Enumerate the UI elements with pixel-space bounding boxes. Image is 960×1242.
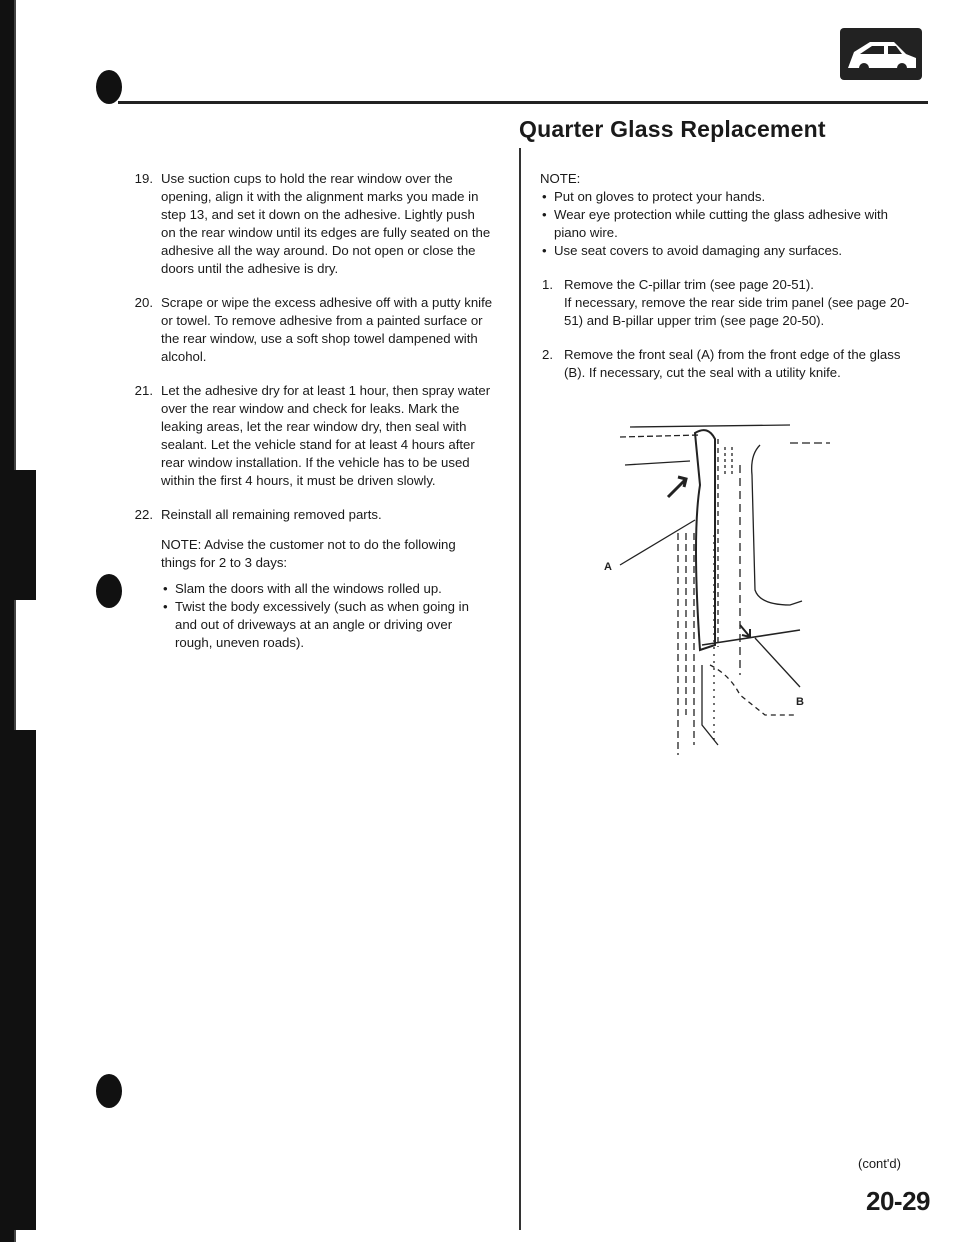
step-text: Remove the C-pillar trim (see page 20-51). <box>564 277 814 292</box>
left-column <box>123 170 493 668</box>
leader-b <box>755 638 800 687</box>
glass-mark <box>725 447 732 475</box>
header-rule <box>118 101 928 104</box>
arrow-b-icon <box>740 625 750 637</box>
roof-edge <box>625 461 690 465</box>
binder-hole <box>96 1074 122 1108</box>
step-text: Remove the front seal (A) from the front edge of the glass (B). If necessary, cut the seal with a utility knife. <box>564 347 901 380</box>
list-item: • Put on gloves to protect your hands. <box>540 188 915 206</box>
caution-list <box>161 580 493 652</box>
page-title: Quarter Glass Replacement <box>519 116 826 142</box>
step-20 <box>123 294 493 366</box>
binder-tab <box>14 470 36 600</box>
step-number: 1. <box>542 277 553 292</box>
quarter-glass-diagram <box>590 415 840 755</box>
front-seal <box>695 430 715 650</box>
list-item: • Slam the doors with all the windows rolled up. <box>161 580 493 598</box>
step-22 <box>123 506 493 652</box>
page-number: 20-29 <box>866 1186 930 1216</box>
step-number: 21. <box>134 383 153 398</box>
step-number: 22. <box>134 507 153 522</box>
binder-hole <box>96 574 122 608</box>
binder-tab <box>14 730 36 1230</box>
step-19 <box>123 170 493 278</box>
step-21 <box>123 382 493 490</box>
lower-pillar <box>702 665 718 745</box>
binding-edge <box>0 0 14 1242</box>
step-number: 20. <box>134 295 153 310</box>
step-text-detail: If necessary, remove the rear side trim panel (see page 20-51) and B-pillar upper trim (see page 20-50). <box>564 295 909 328</box>
continued-label: (cont'd) <box>858 1156 901 1171</box>
list-item: • Twist the body excessively (such as when going in and out of driveways at an angle or driving over rough, uneven roads). <box>161 598 493 652</box>
label-a: A <box>604 561 612 573</box>
quarter-glass-outline <box>752 445 802 605</box>
step-text: Reinstall all remaining removed parts. <box>161 507 382 522</box>
right-column <box>540 170 915 382</box>
column-divider <box>519 148 521 1230</box>
note-label: NOTE: <box>540 171 581 186</box>
step-body <box>161 506 493 652</box>
list-item: • Use seat covers to avoid damaging any surfaces. <box>540 242 915 260</box>
lower-outline <box>710 665 795 715</box>
roof-line-dashed <box>620 435 700 437</box>
roof-line <box>630 425 790 427</box>
step-note: NOTE: Advise the customer not to do the following things for 2 to 3 days: <box>161 537 456 570</box>
car-body-icon <box>840 28 922 80</box>
label-b: B <box>796 696 804 708</box>
step-text: Scrape or wipe the excess adhesive off with a putty knife or towel. To remove adhesive from a painted surface or the rear window, use a soft shop towel dampened with alcohol. <box>161 295 493 364</box>
step-number: 2. <box>542 347 553 362</box>
step-body <box>564 276 915 330</box>
binder-hole <box>96 70 122 104</box>
pillar-hidden-lines <box>678 533 694 755</box>
step-1 <box>540 276 915 330</box>
list-item: • Wear eye protection while cutting the glass adhesive with piano wire. <box>540 206 915 242</box>
step-2 <box>540 346 915 382</box>
step-text: Let the adhesive dry for at least 1 hour, then spray water over the rear window and check for leaks. Mark the leaking areas, let the rear window dry, then seal with sealant. Let the vehicle stand for at least 4 hours after rear window installation. If the vehicle has to be used within the first 4 hours, it must be driven slowly. <box>161 383 491 488</box>
note-list <box>540 188 915 260</box>
step-text: Use suction cups to hold the rear window over the opening, align it with the alignment marks you made in step 13, and set it down on the adhesive. Lightly push on the rear window until its edges are fully seated on the adhesive all the way around. Do not open or close the doors until the adhesive is dry. <box>161 171 491 276</box>
step-number: 19. <box>134 171 153 186</box>
leader-a <box>620 520 695 565</box>
arrow-icon <box>668 477 686 497</box>
